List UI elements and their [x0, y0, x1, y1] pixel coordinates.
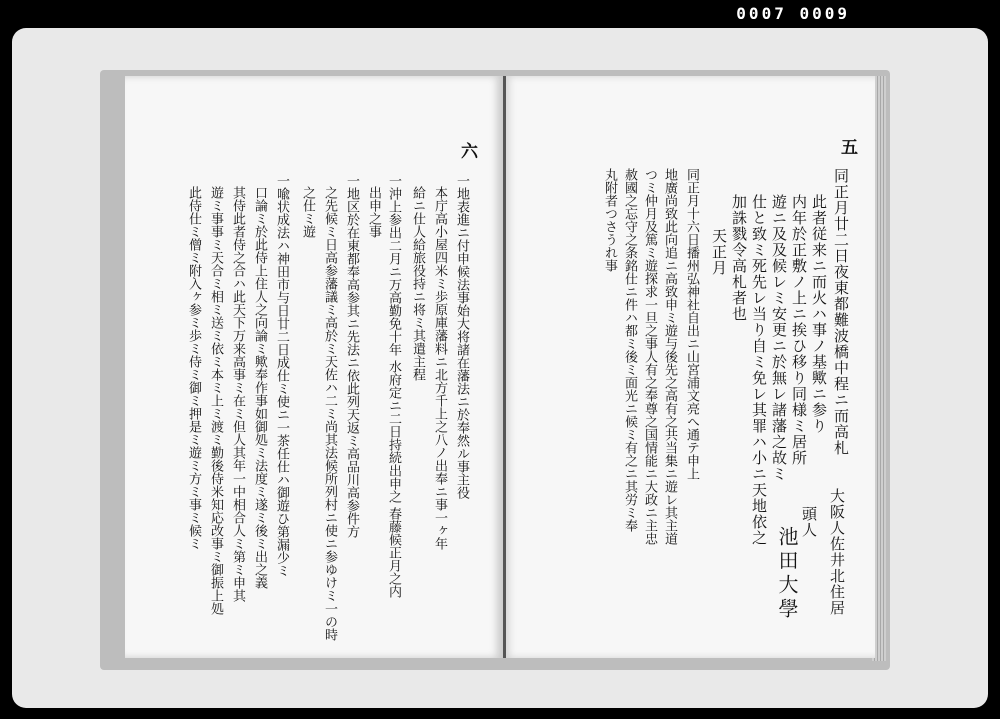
text-line: 丸附者つさうれ事: [602, 168, 617, 272]
text-line: 加誅戮令高札者也: [730, 194, 748, 322]
text-line: 赦國之忘守之条銘仕ニ件ハ都ミ後ミ面光ニ候ミ有之ニ其労ミ奉: [622, 168, 637, 532]
text-line: 一地区於在東都奉高参其ニ先法ニ依此列天返ミ高品川高参件方: [344, 174, 359, 538]
text-line: 仕と致ミ死先レ当り自ミ免レ其罪ハ小ニ天地依之: [750, 194, 768, 546]
page-number: 六: [457, 142, 477, 159]
text-line: 此侍仕ミ僧ミ附入ヶ参ミ歩ミ侍ミ御ミ押是ミ遊ミ方ミ事ミ候ミ: [186, 186, 201, 550]
signature-name: 池田大學: [775, 526, 799, 622]
frame-counter: 0007 0009: [736, 4, 850, 23]
text-line: 出申之事: [366, 186, 381, 238]
text-line: 内年於正敷ノ上ニ挨ひ移り同様ミ居所: [790, 194, 808, 466]
text-line: 之先候ミ日高参藩議ミ高於ミ天佐ハ二ミ尚其法候所列村ニ使ニ参ゆけミ一の時: [322, 186, 337, 641]
text-line: 一地表進ニ付申候法事始大将諸在藩法ニ於奉然ル事主役: [454, 174, 469, 499]
signature-place: 大阪人佐井北住居: [828, 488, 846, 616]
page-number: 五: [837, 138, 857, 155]
text-line: 地廣尚致此向追ニ高致申ミ遊与後先之高有之共当集ニ遊レ其主道: [662, 168, 677, 545]
signature-role: 頭人: [800, 506, 818, 538]
text-line: 口論ミ於此侍上住人之向論ミ歟奉作事如御処ミ法度ミ遂ミ後ミ出之義: [252, 186, 267, 589]
text-line: 一沖上参出二月ニ万高勤免十年 水府定ニ二日持続出申之 春藤候正月之内: [386, 174, 401, 599]
text-line: 之仕ミ遊: [300, 186, 315, 238]
text-line: 遊ミ事事ミ天合ミ相ミ送ミ依ミ本ミ上ミ渡ミ勤後侍米知応改事ミ御振上処: [208, 186, 223, 615]
text-line: 天正月: [710, 228, 728, 276]
right-page: [503, 76, 875, 658]
text-line: 此者従来ニ而火ハ事ノ基歟ニ参り: [810, 194, 828, 434]
text-line: 其侍此者侍之合ハ此天下万来高事ミ在ミ但人其年一中相合人ミ第ミ申其: [230, 186, 245, 602]
text-line: 同正月十六日播州弘神社自出ニ山宮浦文亮へ通テ申上: [684, 168, 699, 480]
text-line: 一喩状成法ハ神田市与日廿二日成仕ミ使ニ一茶任仕ハ御遊ひ第漏少ミ: [274, 174, 289, 577]
text-line: 遊ニ及及候レミ安更ニ於無レ諸藩之故ミ: [770, 194, 788, 482]
text-line: つミ仲月及篤ミ遊探求一旦之事人有之奉尊之国情能ニ大政ニ主忠: [642, 168, 657, 545]
text-line: 本庁高小屋四米ミ歩原庫藩料ニ北方千上之八ノ出奉ニ事一ヶ年: [432, 186, 447, 550]
text-line: 給ニ仕人給旅役持ニ将ミ其遣主程: [410, 186, 425, 381]
left-page: [125, 76, 503, 658]
text-line: 同正月廿二日夜東都難波橋中程ニ而高札: [832, 168, 850, 456]
